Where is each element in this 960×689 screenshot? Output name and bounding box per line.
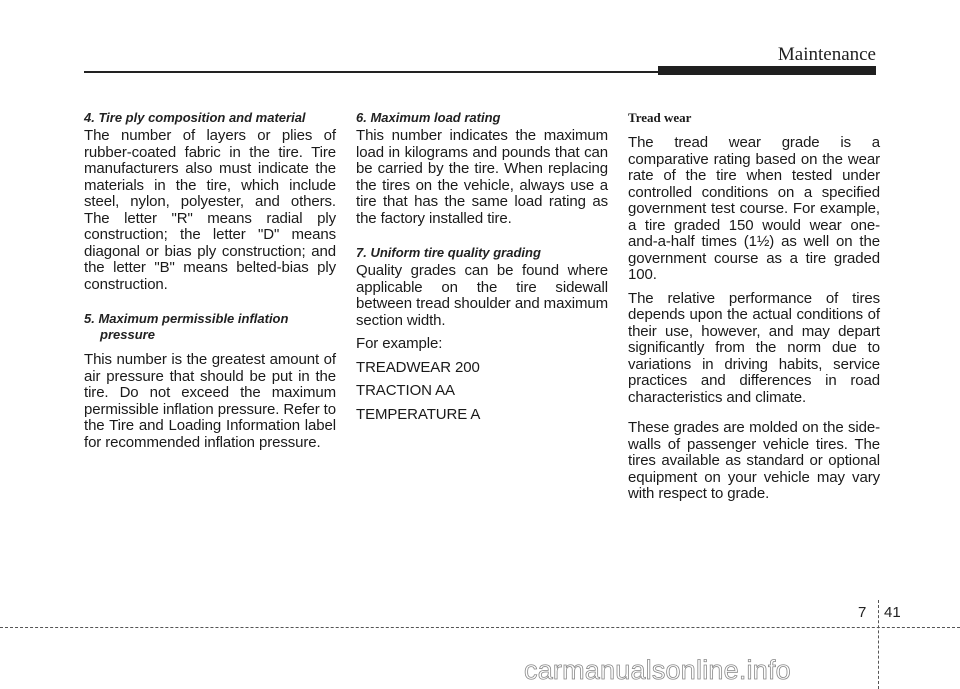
paragraph-max-inflation: This number is the greatest amount of air pressure that should be put in the tire. Do not exceed the maximum permissible inflation pressure. Refer to the Tire and Loading Information label for recommended inflation pressure.: [84, 351, 336, 451]
column-3: [628, 110, 880, 503]
header-rule-accent: [658, 66, 876, 75]
paragraph-tread-wear-1: The tread wear grade is a comparative rating based on the wear rate of the tire when tested under controlled conditions on a specified government test course. For example, a tire graded 150 would wear one-and-a-half times (1½) as well on the government course as a tire graded 100.: [628, 134, 880, 283]
column-2: [356, 110, 608, 423]
section-title: Maintenance: [777, 44, 876, 65]
header-rule: [84, 71, 704, 73]
paragraph-ply-composition: The number of layers or plies of rubber-coated fabric in the tire. Tire manufacturers also must indicate the materials in the tire, which include steel, nylon, polyester, and others. The letter "R" means radial ply construction; the letter "D" means diagonal or bias ply construction; and the letter "B" means belted-bias ply construction.: [84, 127, 336, 293]
chapter-number: 7: [858, 604, 867, 621]
footer-dashed-rule: [0, 627, 960, 628]
paragraph-max-load: This number indicates the maximum load in kilograms and pounds that can be carried by the tire. When replacing the tires on the vehicle, always use a tire that has the same load rating as the factory installed tire.: [356, 127, 608, 227]
heading-tread-wear: Tread wear: [628, 110, 692, 125]
watermark: carmanualsonline.info: [524, 655, 791, 685]
example-traction: TRACTION AA: [356, 382, 455, 399]
paragraph-tread-wear-3: These grades are molded on the side-walls of passenger vehicle tires. The tires available as standard or optional equipment on your vehicle may vary with respect to grade.: [628, 419, 880, 502]
heading-max-load: 6. Maximum load rating: [356, 110, 501, 125]
example-temperature: TEMPERATURE A: [356, 405, 481, 423]
example-label: For example:: [356, 335, 443, 352]
example-treadwear: TREADWEAR 200: [356, 358, 480, 376]
column-1: [84, 110, 336, 451]
paragraph-quality-grading: Quality grades can be found where applicable on the tire sidewall between tread shoulder and maximum section width.: [356, 262, 608, 329]
heading-quality-grading: 7. Uniform tire quality grading: [356, 245, 541, 260]
page-number: 41: [884, 604, 901, 621]
footer-dashed-divider: [878, 600, 879, 689]
heading-max-inflation: 5. Maximum permissible inflation pressure: [84, 311, 289, 342]
heading-ply-composition: 4. Tire ply composition and material: [84, 110, 306, 125]
paragraph-tread-wear-2: The relative performance of tires depends upon the actual conditions of their use, however, and may depart significantly from the norm due to variations in driving habits, service practices and differences in road characteristics and climate.: [628, 289, 880, 406]
